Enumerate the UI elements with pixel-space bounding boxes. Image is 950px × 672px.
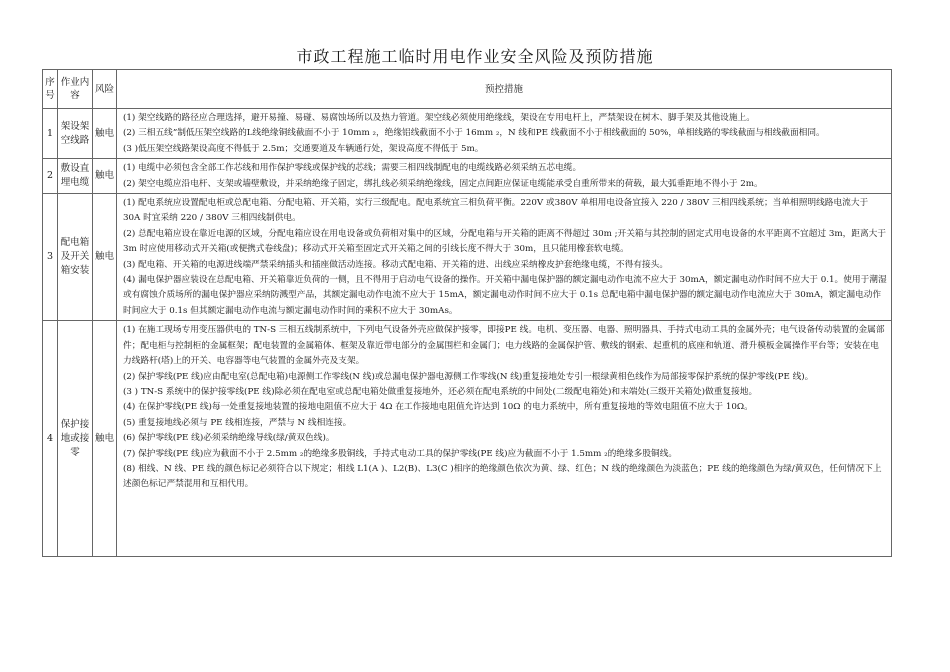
measure-item: (2) 总配电箱应设在靠近电源的区域，分配电箱应设在用电设备或负荷相对集中的区域，分配电箱与开关箱的距离不得超过 30m ;开关箱与其控制的固定式用电设备的水平距离不宜超过 3m，距离大于 3m 时应使用移动式开关箱(或便携式卷线盘)；移动式开关箱至固定式开关箱之间的引线长度不得大于 30m，且只能用橡套软电缆。 (123, 228, 887, 255)
measure-item: (2) 三相五线”制低压架空线路的L线绝缘铜线截面不小于 10mm ₂，绝缘铝线截面不小于 16mm ₂，N 线和PE 线截面不小于相线截面的 50%，单相线路的零线截面与相线截面相同。 (123, 128, 825, 139)
row-no: 1 (43, 109, 58, 159)
risk-measures-table (42, 69, 892, 557)
header-risk: 风险 (93, 70, 117, 109)
table-header-row (43, 70, 892, 109)
measure-item: (6) 保护零线(PE 线)必须采纳绝缘导线(绿/黄双色线)。 (123, 433, 335, 444)
row-measures (117, 159, 892, 194)
header-operation: 作业内容 (58, 70, 93, 109)
table-row (43, 194, 892, 321)
row-operation: 敷设直埋电缆 (58, 159, 93, 194)
row-operation: 保护接地或接零 (58, 321, 93, 557)
row-measures (117, 109, 892, 159)
measure-item: (1) 在施工现场专用变压器供电的 TN-S 三相五线制系统中，下列电气设备外壳应做保护接零，即接PE 线。电机、变压器、电器、照明器具、手持式电动工具的金属外壳；电气设备传动装置的金属部件；配电柜与控制柜的金属框架；配电装置的金属箱体、框架及靠近带电部分的金属围栏和金属门；电力线路的金属保护管、敷线的钢索、起重机的底座和轨道、滑升模板金属操作平台等；安装在电力线路杆(塔)上的开关、电容器等电气装置的金属外壳及支架。 (123, 325, 885, 367)
measure-item: (7) 保护零线(PE 线)应为截面不小于 2.5mm ₂的绝缘多股铜线，手持式电动工具的保护零线(PE 线)应为截面不小于 1.5mm ₂的绝缘多股铜线。 (123, 448, 678, 459)
measure-item: (4) 漏电保护器应装设在总配电箱、开关箱靠近负荷的一侧，且不得用于启动电气设备的操作。开关箱中漏电保护器的额定漏电动作电流不应大于 30mA，额定漏电动作时间不应大于 0.1。使用于潮湿或有腐蚀介质场所的漏电保护器应采纳防溅型产品，其额定漏电动作电流不应大于 15mA，额定漏电动作时间不应大于 0.1s 总配电箱中漏电保护器的额定漏电动作电流应大于 30mA，额定漏电动作时间应大于 0.1s 但其额定漏电动作电流与额定漏电动作时间的乘积不应大于 30mAs。 (123, 275, 887, 316)
document-title: 市政工程施工临时用电作业安全风险及预防措施 (296, 47, 654, 66)
row-no: 2 (43, 159, 58, 194)
measure-item: (1) 电缆中必须包含全部工作芯线和用作保护零线或保护线的芯线；需要三相四线制配电的电缆线路必须采纳五芯电缆。 (123, 163, 582, 174)
measures-clip (123, 323, 887, 555)
table-row (43, 321, 892, 557)
row-risk: 触电 (93, 194, 117, 321)
row-no: 4 (43, 321, 58, 557)
row-risk: 触电 (93, 321, 117, 557)
row-operation: 配电箱及开关箱安装 (58, 194, 93, 321)
table-row (43, 159, 892, 194)
table-row (43, 109, 892, 159)
measure-item: (3) 配电箱、开关箱的电源进线端严禁采纳插头和插座做活动连接。移动式配电箱、开关箱的进、出线应采纳橡皮护套绝缘电缆，不得有接头。 (123, 259, 669, 270)
measure-item: (4) 在保护零线(PE 线)每一处重复接地装置的接地电阻值不应大于 4Ω 在工作接地电阻值允许达到 10Ω 的电力系统中，所有重复接地的等效电阻值不应大于 10Ω。 (123, 402, 753, 413)
row-risk: 触电 (93, 159, 117, 194)
row-risk: 触电 (93, 109, 117, 159)
measure-item: (2) 保护零线(PE 线)应由配电室(总配电箱)电源侧工作零线(N 线)或总漏电保护器电源侧工作零线(N 线)重复接地处专引一根绿黄相色线作为局部接零保护系统的保护零线(PE 线)。 (123, 371, 814, 382)
measure-item: (3 )低压架空线路架设高度不得低于 2.5m；交通要道及车辆通行处，架设高度不得低于 5m。 (123, 143, 484, 154)
measure-item: (2) 架空电缆应沿电杆、支架或墙壁敷设，并采纳绝缘子固定，绑扎线必须采纳绝缘线，固定点间距应保证电缆能承受自重所带来的荷载，最大弧垂距地不得小于 2m。 (123, 178, 763, 189)
header-measures: 预控措施 (117, 70, 892, 109)
measure-item: (5) 重复接地线必须与 PE 线相连接，严禁与 N 线相连接。 (123, 417, 352, 428)
row-no: 3 (43, 194, 58, 321)
row-operation: 架设架空线路 (58, 109, 93, 159)
row-measures (117, 321, 892, 557)
header-no: 序号 (43, 70, 58, 109)
measure-item: (1) 配电系统应设置配电柜或总配电箱、分配电箱、开关箱，实行三级配电。配电系统宜三相负荷平衡。220V 或380V 单相用电设备宜接入 220 / 380V 三相四线系统；当单相照明线路电流大于 30A 时宜采纳 220 / 380V 三相四线制供电。 (123, 198, 869, 224)
measure-item: (8) 相线、N 线、PE 线的颜色标记必须符合以下规定；相线 L1(A )、L2(B)、L3(C )相序的绝缘颜色依次为黄、绿、红色；N 线的绝缘颜色为淡蓝色；PE 线的绝缘颜色为绿/黄双色，任何情况下上述颜色标记严禁混用和互相代用。 (123, 463, 882, 490)
measure-item: (1) 架空线路的路径应合理选择，避开易撞、易碰、易腐蚀场所以及热力管道。架空线必须使用绝缘线，架设在专用电杆上，严禁架设在树木、脚手架及其他设施上。 (123, 113, 755, 123)
measure-item: (3 ) TN-S 系统中的保护接零线(PE 线)除必须在配电室或总配电箱处做重复接地外，还必须在配电系统的中间处(二级配电箱处)和末端处(三级开关箱处)做重复接地。 (123, 386, 758, 397)
row-measures (117, 194, 892, 321)
